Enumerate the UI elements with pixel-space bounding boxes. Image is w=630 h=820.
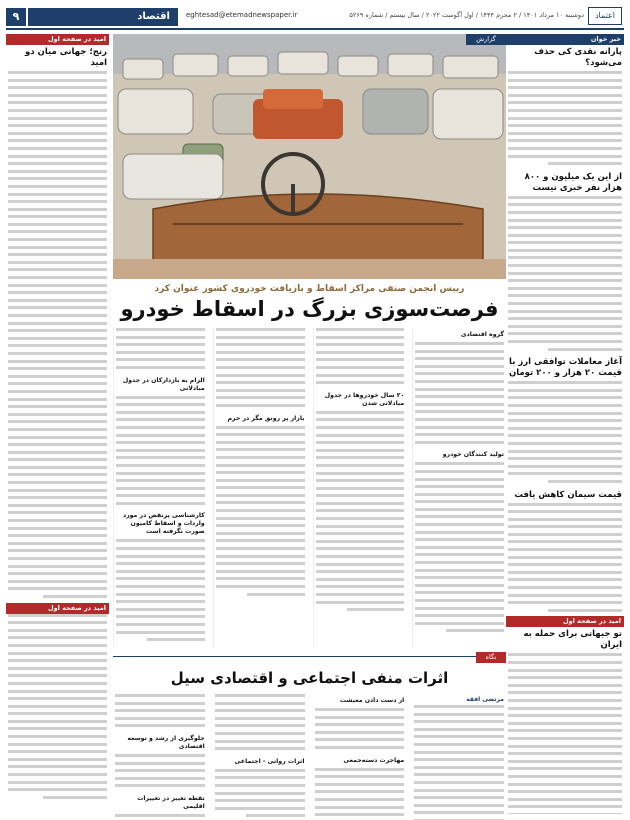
- article-text: [213, 694, 307, 750]
- article-subhead: نقطه تغییر در تغییرات اقلیمی: [137, 794, 205, 810]
- section-name: اقتصاد: [28, 8, 178, 26]
- article-column: [412, 328, 506, 648]
- article-author: مرتضی افقه: [466, 696, 504, 703]
- opinion-headline: رنج؛ جهانی میان دو امید: [24, 47, 107, 68]
- column-tag: امید در صفحه اول: [6, 603, 109, 614]
- article-column: [213, 694, 307, 820]
- brief-headline: پارانه نقدی کی حذف می‌شود؟: [534, 47, 622, 68]
- article-text: [113, 754, 207, 787]
- brief-body: [506, 381, 624, 483]
- brief-body: [506, 71, 624, 165]
- article-body: [113, 328, 506, 648]
- article-text: [313, 708, 407, 749]
- article-subhead: از دست دادن معیشت: [339, 697, 405, 704]
- newspaper-logo: اعتماد: [588, 7, 622, 25]
- article-subhead: مهاجرت دسته‌جمعی: [343, 756, 405, 764]
- lower-article-tag: نگاه: [476, 652, 506, 663]
- opinion-body: [6, 614, 109, 799]
- article-title: فرصت‌سوزی بزرگ در اسقاط خودرو: [120, 297, 499, 321]
- lower-article-body: [113, 694, 506, 820]
- article-text: [113, 814, 207, 820]
- page-header: [6, 6, 624, 30]
- article-byline: گروه اقتصادی: [460, 331, 504, 338]
- article-column: [213, 328, 307, 648]
- article-text: [114, 396, 207, 505]
- article-subhead: جلوگیری از رشد و توسعه اقتصادی: [127, 734, 205, 750]
- section-email: eghtesad@etemadnewspaper.ir: [186, 11, 298, 19]
- article-text: [213, 769, 307, 818]
- article-text: [214, 328, 307, 407]
- article-text: [314, 328, 407, 384]
- article-subhead: اثرات روانی - اجتماعی: [234, 757, 305, 765]
- article-column: [412, 694, 506, 820]
- article-subhead: تولید کنندگان خودرو: [442, 451, 504, 459]
- article-subhead: کارشناسی پرنقص در مورد واردات و اسقاط کامیون صورت نگرفته است: [122, 512, 205, 536]
- article-column: [313, 694, 407, 820]
- article-text: [314, 411, 407, 611]
- article-text: [113, 694, 207, 727]
- brief-headline: قیمت سیمان کاهش یافت: [514, 489, 622, 500]
- article-column: [113, 328, 207, 648]
- page-number: ۹: [6, 8, 26, 26]
- brief-body: [506, 503, 624, 612]
- brief-body: [506, 653, 624, 814]
- article-subhead: ۲۰ سال خودروها در جدول مبادلاتی شدن: [324, 391, 405, 407]
- article-supertitle: رییس انجمن صنفی مراکز اسقاط و بازیافت خودروی کشور عنوان کرد: [154, 284, 465, 294]
- article-text: [412, 705, 506, 820]
- news-brief-column: [506, 34, 624, 814]
- article-text: [413, 462, 506, 632]
- article-column: [113, 694, 207, 820]
- scrapyard-photo: [113, 34, 506, 279]
- column-tag: امید در صفحه اول: [506, 616, 624, 627]
- opinion-body: [6, 71, 109, 598]
- column-tag: خبر خوان: [506, 34, 624, 45]
- column-tag: امید در صفحه اول: [6, 34, 109, 45]
- article-text: [114, 539, 207, 641]
- article-text: [313, 768, 407, 820]
- date-line: دوشنبه ۱۰ مرداد ۱۴۰۱ / ۲ محرم ۱۴۴۴ / اول آگوست ۲۰۲۲ / سال بیستم / شماره ۵۲۶۹: [349, 11, 584, 19]
- main-article-area: [113, 34, 506, 820]
- article-text: [214, 426, 307, 596]
- report-tag: گزارش: [466, 34, 506, 45]
- article-column: [313, 328, 407, 648]
- article-text: [413, 342, 506, 444]
- brief-headline: تو جیهاتی برای حمله به ایران: [523, 629, 622, 651]
- brief-headline: از این یک میلیون و ۸۰۰ هزار نفر خبری نیست: [524, 171, 622, 193]
- article-subhead: الزام به بازدارکان در جدول مبادلاتی: [122, 376, 205, 392]
- lower-article-title: اثرات منفی اجتماعی و اقتصادی سیل: [113, 656, 506, 687]
- article-subhead: بازار پر رونق مگر در حرم: [227, 414, 305, 422]
- brief-body: [506, 196, 624, 351]
- brief-headline: آغاز معاملات توافقی ارز با قیمت ۲۰ هزار و ۲۰۰ تومان: [508, 357, 622, 379]
- opinion-column: [6, 34, 109, 814]
- article-text: [114, 328, 207, 369]
